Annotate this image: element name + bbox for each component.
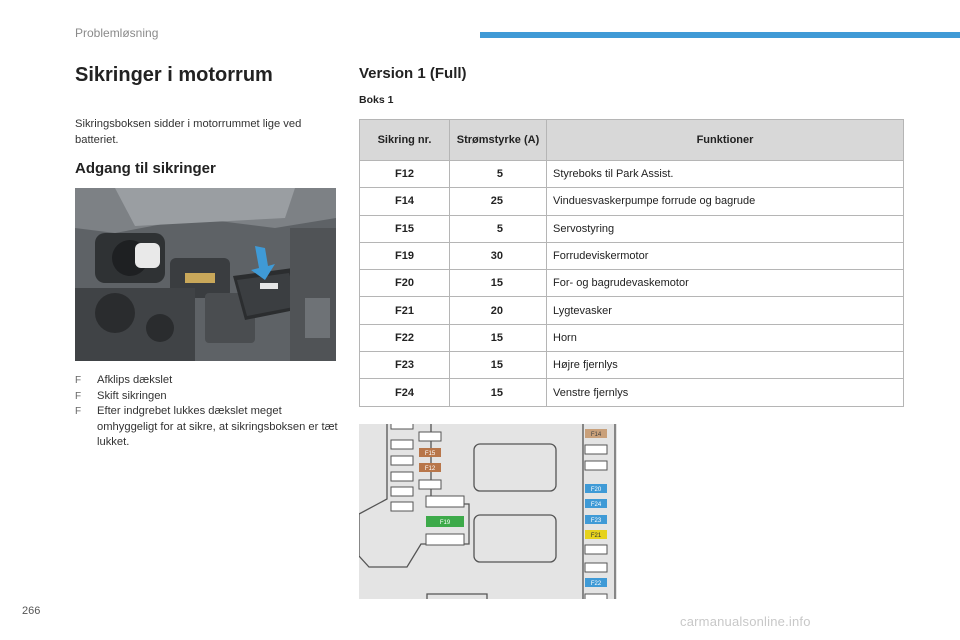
fuse-amperage: 5 <box>450 161 547 188</box>
fuse-f23-label: F23 <box>590 518 602 524</box>
fuse-amperage: 15 <box>450 352 547 379</box>
table-row <box>360 270 904 297</box>
fuse-number: F23 <box>360 352 450 379</box>
page-title: Sikringer i motorrum <box>75 64 273 86</box>
table-header-row <box>360 120 904 161</box>
fuse-number: F14 <box>360 188 450 215</box>
fuse-amperage: 20 <box>450 297 547 324</box>
fuse-f24-label: F24 <box>590 502 602 508</box>
engine-bay-photo <box>75 188 336 361</box>
table-row <box>360 297 904 324</box>
fuse-box-svg <box>359 424 617 599</box>
section-subtitle: Adgang til sikringer <box>75 160 216 177</box>
fuse-number: F19 <box>360 242 450 269</box>
step-text: Efter indgrebet lukkes dækslet meget omhyggeligt for at sikre, at sikringsboksen er tæt lukket. <box>97 405 338 448</box>
step-item <box>75 389 340 405</box>
step-marker: F <box>75 406 82 417</box>
step-text: Skift sikringen <box>97 389 167 402</box>
step-marker: F <box>75 390 82 402</box>
column-header-fuse: Sikring nr. <box>360 120 450 161</box>
fuse-f14-label: F14 <box>590 432 602 438</box>
table-row <box>360 161 904 188</box>
fuse-table <box>359 119 904 407</box>
table-row <box>360 242 904 269</box>
engine-bay-illustration <box>75 188 336 361</box>
table-row <box>360 379 904 406</box>
fuse-function: Vinduesvaskerpumpe forrude og bagrude <box>547 188 904 215</box>
fuse-function: Forrudeviskermotor <box>547 242 904 269</box>
fuse-number: F15 <box>360 215 450 242</box>
version-title: Version 1 (Full) <box>359 65 467 82</box>
fuse-function: Venstre fjernlys <box>547 379 904 406</box>
fuse-amperage: 25 <box>450 188 547 215</box>
fuse-f21-label: F21 <box>590 533 602 539</box>
fuse-function: Styreboks til Park Assist. <box>547 161 904 188</box>
page-number: 266 <box>22 605 41 617</box>
fuse-number: F20 <box>360 270 450 297</box>
step-item <box>75 373 340 389</box>
table-row <box>360 352 904 379</box>
fuse-f15-label: F15 <box>424 451 436 457</box>
fuse-f20-label: F20 <box>590 487 602 493</box>
table-row <box>360 215 904 242</box>
fuse-f22-label: F22 <box>590 581 602 587</box>
fuse-number: F12 <box>360 161 450 188</box>
intro-text: Sikringsboksen sidder i motorrummet lige ved batteriet. <box>75 118 302 146</box>
fuse-box-diagram <box>359 424 617 599</box>
fuse-amperage: 15 <box>450 324 547 351</box>
table-row <box>360 324 904 351</box>
header-accent-bar <box>480 32 960 38</box>
fuse-number: F24 <box>360 379 450 406</box>
column-header-functions: Funktioner <box>547 120 904 161</box>
fuse-function: Lygtevasker <box>547 297 904 324</box>
fuse-number: F22 <box>360 324 450 351</box>
table-row <box>360 188 904 215</box>
step-item <box>75 404 340 451</box>
fuse-function: Horn <box>547 324 904 351</box>
fuse-f12-label: F12 <box>424 466 436 472</box>
fuse-amperage: 15 <box>450 270 547 297</box>
fuse-f19-label: F19 <box>439 520 451 526</box>
fuse-amperage: 15 <box>450 379 547 406</box>
section-header: Problemløsning <box>75 26 159 40</box>
fuse-amperage: 5 <box>450 215 547 242</box>
steps-list <box>75 373 340 451</box>
watermark: carmanualsonline.info <box>680 614 811 629</box>
fuse-number: F21 <box>360 297 450 324</box>
box-label: Boks 1 <box>359 94 394 106</box>
column-header-amperage: Strømstyrke (A) <box>450 120 547 161</box>
step-text: Afklips dækslet <box>97 374 173 386</box>
fuse-function: Højre fjernlys <box>547 352 904 379</box>
fuse-function: For- og bagrudevaskemotor <box>547 270 904 297</box>
step-marker: F <box>75 375 82 386</box>
fuse-amperage: 30 <box>450 242 547 269</box>
fuse-function: Servostyring <box>547 215 904 242</box>
